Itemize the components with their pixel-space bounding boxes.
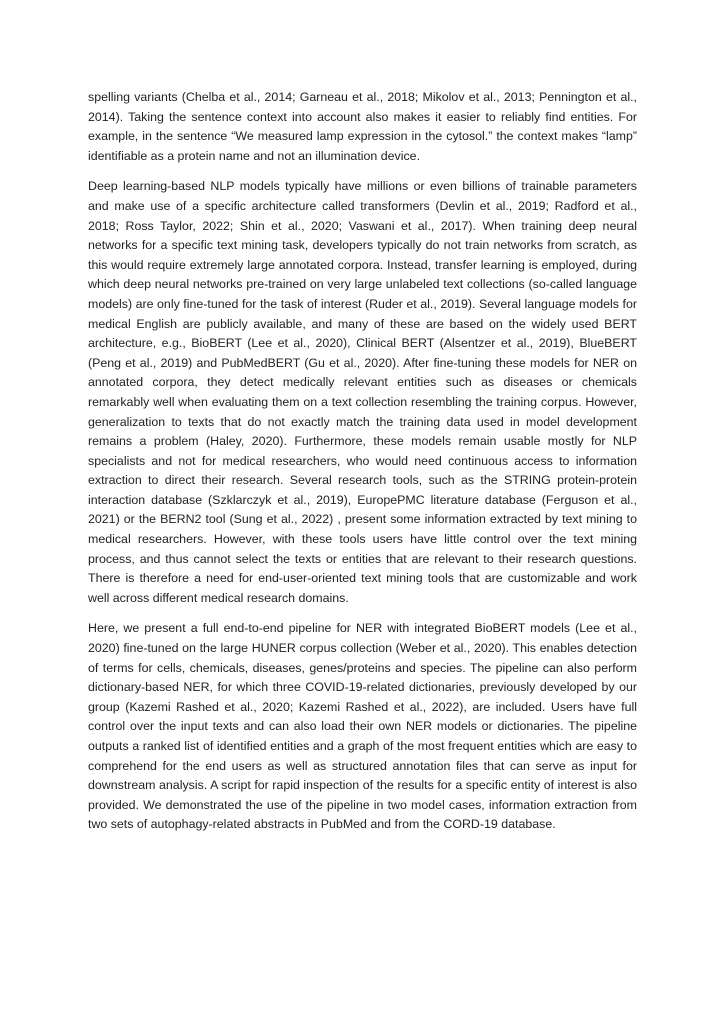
body-text: [88, 88, 637, 846]
paragraph-1: spelling variants (Chelba et al., 2014; Garneau et al., 2018; Mikolov et al., 2013; Pennington et al., 2014). Taking the sentence context into account also makes it easier to reliably find entities. For example, in the sentence “We measured lamp expression in the cytosol.” the context makes “lamp” identifiable as a protein name and not an illumination device.: [88, 90, 637, 163]
paragraph-3: Here, we present a full end-to-end pipeline for NER with integrated BioBERT models (Lee et al., 2020) fine-tuned on the large HUNER corpus collection (Weber et al., 2020). This enables detection of terms for cells, chemicals, diseases, genes/proteins and species. The pipeline can also perform dictionary-based NER, for which three COVID-19-related dictionaries, previously developed by our group (Kazemi Rashed et al., 2020; Kazemi Rashed et al., 2022), are included. Users have full control over the input texts and can also load their own NER models or dictionaries. The pipeline outputs a ranked list of identified entities and a graph of the most frequent entities which are easy to comprehend for the end users as well as structured annotation files that can serve as input for downstream analysis. A script for rapid inspection of the results for a specific entity of interest is also provided. We demonstrated the use of the pipeline in two model cases, information extraction from two sets of autophagy-related abstracts in PubMed and from the CORD-19 database.: [88, 621, 637, 832]
paragraph-2: Deep learning-based NLP models typically have millions or even billions of trainable parameters and make use of a specific architecture called transformers (Devlin et al., 2019; Radford et al., 2018; Ross Taylor, 2022; Shin et al., 2020; Vaswani et al., 2017). When training deep neural networks for a specific text mining task, developers typically do not train networks from scratch, as this would require extremely large annotated corpora. Instead, transfer learning is employed, during which deep neural networks pre-trained on very large unlabeled text collections (so-called language models) are only fine-tuned for the task of interest (Ruder et al., 2019). Several language models for medical English are publicly available, and many of these are based on the widely used BERT architecture, e.g., BioBERT (Lee et al., 2020), Clinical BERT (Alsentzer et al., 2019), BlueBERT (Peng et al., 2019) and PubMedBERT (Gu et al., 2020). After fine-tuning these models for NER on annotated corpora, they detect medically relevant entities such as diseases or chemicals remarkably well when evaluating them on a text collection resembling the training corpus. However, generalization to texts that do not exactly match the training data used in model development remains a problem (Haley, 2020). Furthermore, these models remain usable mostly for NLP specialists and not for medical researchers, who would need continuous access to information extraction to direct their research. Several research tools, such as the STRING protein-protein interaction database (Szklarczyk et al., 2019), EuropePMC literature database (Ferguson et al., 2021) or the BERN2 tool (Sung et al., 2022) , present some information extracted by text mining to medical researchers. However, with these tools users have little control over the text mining process, and thus cannot select the texts or entities that are relevant to their research questions. There is therefore a need for end-user-oriented text mining tools that are customizable and work well across different medical research domains.: [88, 179, 637, 605]
